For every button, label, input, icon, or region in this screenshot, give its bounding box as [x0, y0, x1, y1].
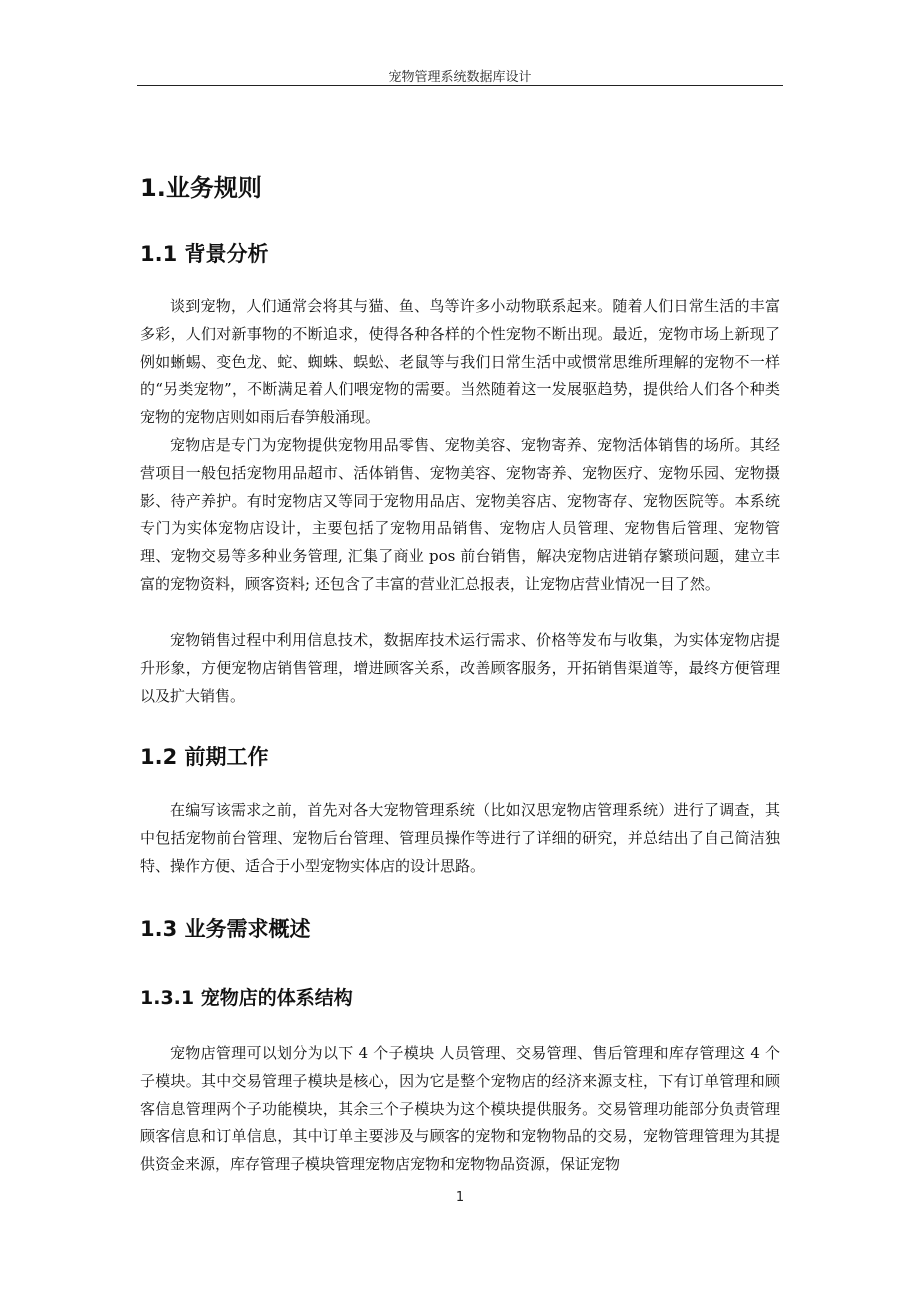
heading-background-analysis: 1.1 背景分析 [140, 242, 269, 266]
heading-preliminary-work: 1.2 前期工作 [140, 745, 269, 769]
paragraph-store-architecture: 宠物店管理可以划分为以下 4 个子模块 人员管理、交易管理、售后管理和库存管理这 4 个子模块。其中交易管理子模块是核心，因为它是整个宠物店的经济来源支柱，下有订单管理和顾客信息管理两个子功能模块，其余三个子模块为这个模块提供服务。交易管理功能部分负责管理顾客信息和订单信息，其中订单主要涉及与顾客的宠物和宠物物品的交易，宠物管理管理为其提供资金来源，库存管理子模块管理宠物店宠物和宠物物品资源，保证宠物 [140, 1044, 780, 1174]
paragraph-background-1: 谈到宠物，人们通常会将其与猫、鱼、鸟等许多小动物联系起来。随着人们日常生活的丰富多彩，人们对新事物的不断追求，使得各种各样的个性宠物不断出现。最近，宠物市场上新现了例如蜥蜴、变色龙、蛇、蜘蛛、蜈蚣、老鼠等与我们日常生活中或惯常思维所理解的宠物不一样的“另类宠物”，不断满足着人们喂宠物的需要。当然随着这一发展驱趋势，提供给人们各个种类宠物的宠物店则如雨后春笋般涌现。 [140, 297, 780, 427]
heading-business-requirements: 1.3 业务需求概述 [140, 917, 311, 941]
page-number: 1 [455, 1190, 465, 1205]
paragraph-background-2: 宠物店是专门为宠物提供宠物用品零售、宠物美容、宠物寄养、宠物活体销售的场所。其经营项目一般包括宠物用品超市、活体销售、宠物美容、宠物寄养、宠物医疗、宠物乐园、宠物摄影、待产养护。有时宠物店又等同于宠物用品店、宠物美容店、宠物寄存、宠物医院等。本系统专门为实体宠物店设计，主要包括了宠物用品销售、宠物店人员管理、宠物售后管理、宠物管理、宠物交易等多种业务管理, 汇集了商业 pos 前台销售，解决宠物店进销存繁琐问题，建立丰富的宠物资料，顾客资料; 还包含了丰富的营业汇总报表，让宠物店营业情况一目了然。 [140, 436, 780, 593]
paragraph-background-3: 宠物销售过程中利用信息技术，数据库技术运行需求、价格等发布与收集，为实体宠物店提升形象，方便宠物店销售管理，增进顾客关系，改善顾客服务，开拓销售渠道等，最终方便管理以及扩大销售。 [140, 631, 780, 705]
paragraph-preliminary-work: 在编写该需求之前，首先对各大宠物管理系统（比如汉思宠物店管理系统）进行了调查，其中包括宠物前台管理、宠物后台管理、管理员操作等进行了详细的研究，并总结出了自己简洁独特、操作方便、适合于小型宠物实体店的设计思路。 [140, 801, 780, 875]
heading-store-architecture: 1.3.1 宠物店的体系结构 [140, 987, 353, 1009]
heading-business-rules: 1.业务规则 [140, 174, 262, 202]
header-divider [137, 85, 783, 86]
running-header: 宠物管理系统数据库设计 [388, 70, 532, 85]
